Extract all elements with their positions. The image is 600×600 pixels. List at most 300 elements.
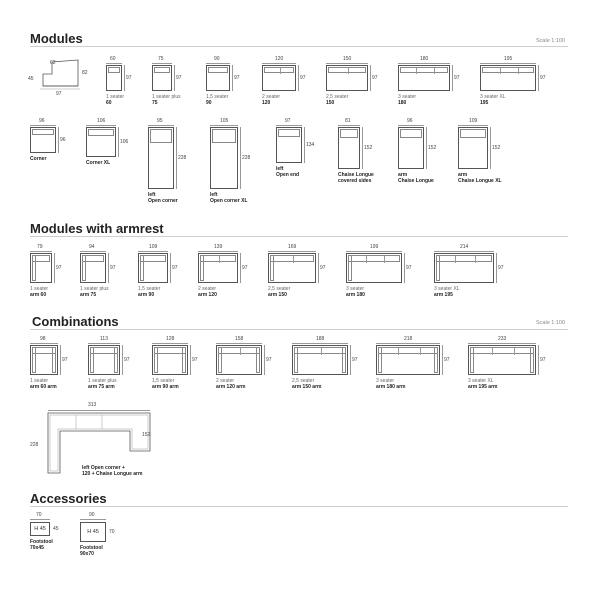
module-row2-4-cap2a: left (210, 192, 218, 198)
combination-3-arm-left (154, 347, 158, 373)
module-1-depth-line (124, 65, 125, 91)
module-3-depth: 97 (234, 75, 240, 81)
side-width: 97 (56, 91, 62, 97)
module-2-width: 75 (158, 56, 164, 62)
module-2-depth: 97 (176, 75, 182, 81)
module-3 (206, 56, 246, 112)
module-4-width-line (262, 63, 296, 64)
combination-2 (88, 336, 136, 396)
combination-1-depth: 97 (62, 357, 68, 363)
module-row2-7-caption (398, 172, 434, 184)
armrest-module-6-cap2: arm 180 (346, 292, 365, 299)
armrest-module-2-depth-line (108, 253, 109, 283)
combination-3-width-line (152, 343, 188, 344)
armrest-module-4-depth: 97 (242, 265, 248, 271)
module-row2-6-depth-line (362, 127, 363, 169)
module-row2-7-depth: 152 (428, 145, 437, 151)
module-7-caption (480, 94, 506, 106)
combination-1-width: 98 (40, 336, 46, 342)
module-5 (326, 56, 384, 112)
module-row2-6-backrest (340, 129, 358, 138)
module-row2-2 (86, 118, 132, 178)
module-3-width-line (206, 63, 230, 64)
combination-4-cap2: arm 120 arm (216, 384, 246, 391)
combination-2-arm-left (90, 347, 94, 373)
footstool-2-width-line (80, 519, 106, 520)
combination-2-caption (88, 378, 117, 390)
armrest-module-6-arm-left (348, 255, 352, 281)
combination-6-depth: 97 (444, 357, 450, 363)
module-row2-4-width-line (210, 125, 238, 126)
module-row2-6-caption (338, 172, 374, 184)
armrest-module-6-caption (346, 286, 365, 298)
module-7-depth: 97 (540, 75, 546, 81)
module-row2-7-plan (398, 127, 424, 169)
module-2-caption (152, 94, 181, 106)
armrest-module-3-cap1: 1,5 seater (138, 286, 161, 292)
combination-6-caption (376, 378, 405, 390)
armrest-module-1-depth: 97 (56, 265, 62, 271)
combinations-scale: Scale 1:100 (536, 320, 566, 326)
module-row2-4-depth: 228 (242, 155, 251, 161)
footstool-1 (30, 512, 70, 572)
module-row2-8-plan (458, 127, 488, 169)
module-row2-3-depth-line (176, 127, 177, 189)
combination-1-depth-line (60, 345, 61, 375)
module-row2-2-width-line (86, 125, 116, 126)
module-row2-7-cap2a: arm (398, 172, 408, 178)
module-row2-6-width: 81 (345, 118, 351, 124)
module-7-cap1: 3 seater XL (480, 94, 506, 100)
module-row2-2-plan (86, 127, 116, 157)
combination-1-cap2: arm 60 arm (30, 384, 57, 391)
module-6-caption (398, 94, 416, 106)
combination-1-arm-left (32, 347, 36, 373)
module-2-backrest (154, 67, 170, 73)
combination-2-depth: 97 (124, 357, 130, 363)
combination-4-cap1: 2 seater (216, 378, 235, 384)
combination-4-depth-line (264, 345, 265, 375)
armrest-module-5-plan (268, 253, 316, 283)
module-row2-5-cap2a: left (276, 166, 284, 172)
combination-7-arm-right (530, 347, 534, 373)
armrest-module-4-caption (198, 286, 217, 298)
module-row2-4-plan (210, 127, 238, 189)
armrest-module-7-seat-divider (475, 256, 476, 263)
combination-5-backrest (294, 347, 346, 354)
combination-1-width-line (30, 343, 58, 344)
module-1-width: 60 (110, 56, 116, 62)
module-6-depth-line (452, 65, 453, 91)
footstool-1-cap2a: Footstool (30, 539, 53, 545)
module-row2-4-depth-line (240, 127, 241, 189)
armrest-module-6-seat-divider (366, 256, 367, 263)
armrest-module-5-cap1: 2,5 seater (268, 286, 291, 292)
module-4-depth-line (298, 65, 299, 91)
armrest-module-6-depth: 97 (406, 265, 412, 271)
armrest-module-7 (434, 244, 510, 304)
armrest-module-7-arm-left (436, 255, 440, 281)
module-row2-7-depth-line (426, 127, 427, 169)
module-2-cap1: 1 seater plus (152, 94, 181, 100)
combination-6-plan (376, 345, 440, 375)
module-row2-8-width: 109 (469, 118, 478, 124)
module-row2-6-cap2: covered sides (338, 178, 372, 185)
armrest-module-3-width-line (138, 251, 168, 252)
module-7-depth-line (538, 65, 539, 91)
combination-7-width: 233 (498, 336, 507, 342)
combination-2-cap1: 1 seater plus (88, 378, 117, 384)
combination-6-width-line (376, 343, 440, 344)
module-row2-1-width-line (30, 125, 56, 126)
module-7-cap2: 195 (480, 100, 489, 107)
combination-3-depth: 97 (192, 357, 198, 363)
module-4-backrest (264, 67, 294, 73)
combination-1-plan (30, 345, 58, 375)
combination-4-seat-divider (240, 348, 241, 355)
combination-3-arm-right (182, 347, 186, 373)
module-4-cap2: 120 (262, 100, 271, 107)
combination-6-arm-left (378, 347, 382, 373)
combination-7-seat-divider (492, 348, 493, 355)
armrest-module-3-arm-left (140, 255, 144, 281)
combination-5-caption (292, 378, 321, 390)
armrest-module-5-caption (268, 286, 290, 298)
module-row2-6 (338, 118, 376, 190)
modules-scale: Scale 1:100 (536, 38, 566, 44)
armrest-module-5-seat-divider (293, 256, 294, 263)
footstool-2-cap2a: Footstool (80, 545, 103, 551)
corner-combination (30, 402, 160, 490)
footstool-1-width-line (30, 519, 50, 520)
armrest-module-7-depth: 97 (498, 265, 504, 271)
module-5-width-line (326, 63, 368, 64)
armrest-module-5-backrest (270, 255, 314, 262)
footstool-1-depth: 45 (53, 526, 59, 532)
armrest-module-7-caption (434, 286, 460, 298)
combination-4-backrest (218, 347, 260, 354)
armrest-module-1 (30, 244, 68, 304)
module-2-cap2: 75 (152, 100, 158, 107)
combination-5-seat-divider (321, 348, 322, 355)
module-7-seat-divider (518, 68, 519, 74)
armrest-module-5-cap2: arm 150 (268, 292, 287, 299)
combination-7-width-line (468, 343, 536, 344)
armrest-module-4-plan (198, 253, 238, 283)
module-3-cap1: 1,5 seater (206, 94, 229, 100)
footstool-2 (80, 512, 126, 572)
module-row2-2-width: 106 (97, 118, 106, 124)
module-row2-2-depth: 106 (120, 139, 129, 145)
module-row2-5 (276, 118, 318, 184)
module-row2-3-depth: 228 (178, 155, 187, 161)
module-row2-6-plan (338, 127, 360, 169)
armrest-module-7-seat-divider (455, 256, 456, 263)
module-2-depth-line (174, 65, 175, 91)
armrest-module-3 (138, 244, 184, 304)
combination-3-cap1: 1,5 seater (152, 378, 175, 384)
side-depth: 62 (50, 60, 56, 66)
footstool-1-plan (30, 522, 50, 536)
module-row2-7 (398, 118, 440, 190)
combination-1 (30, 336, 74, 396)
armrest-module-1-cap2: arm 60 (30, 292, 47, 299)
combination-2-arm-right (114, 347, 118, 373)
armrest-module-5 (268, 244, 332, 304)
module-row2-3-backrest (150, 129, 172, 143)
module-row2-8-caption (458, 172, 502, 184)
combination-2-width: 113 (100, 336, 108, 342)
corner-combo-plan (30, 411, 160, 496)
module-6-width-line (398, 63, 450, 64)
module-row2-1 (30, 118, 72, 174)
armrest-module-5-depth: 97 (320, 265, 326, 271)
module-row2-2-cap2: Corner XL (86, 160, 111, 166)
armrest-module-2-width: 94 (89, 244, 95, 250)
module-2 (152, 56, 188, 112)
module-row2-4-backrest (212, 129, 236, 143)
armrest-module-7-backrest (436, 255, 492, 262)
armrest-module-1-cap1: 1 seater (30, 286, 49, 292)
module-3-depth-line (232, 65, 233, 91)
combination-7-depth-line (538, 345, 539, 375)
armrest-module-4-width-line (198, 251, 238, 252)
combination-7-depth: 97 (540, 357, 546, 363)
combination-5-plan (292, 345, 348, 375)
armrest-module-6-backrest (348, 255, 400, 262)
footstool-1-height-label: H 45 (34, 526, 46, 532)
armrest-module-1-plan (30, 253, 52, 283)
module-4-plan (262, 65, 296, 91)
footstool-2-caption (80, 545, 103, 557)
combination-5-cap2: arm 150 arm (292, 384, 322, 391)
module-7-plan (480, 65, 536, 91)
module-row2-2-depth-line (118, 127, 119, 157)
armrest-module-6-plan (346, 253, 402, 283)
module-5-cap1: 2,5 seater (326, 94, 349, 100)
module-4-width: 120 (275, 56, 284, 62)
module-row2-2-backrest (88, 129, 114, 136)
module-5-depth: 97 (372, 75, 378, 81)
footstool-1-cap2: 70x45 (30, 545, 44, 552)
side-view-drawing (28, 56, 98, 101)
combination-7-caption (468, 378, 497, 390)
module-6-seat-divider (416, 68, 417, 74)
module-1-cap2: 60 (106, 100, 112, 107)
combination-5-arm-left (294, 347, 298, 373)
combination-7-seat-divider (514, 348, 515, 355)
combination-3-width: 128 (166, 336, 175, 342)
armrest-module-2-caption (80, 286, 109, 298)
combinations-divider (30, 329, 568, 330)
armrest-module-6-cap1: 3 seater (346, 286, 365, 292)
armrest-title: Modules with armrest (30, 221, 164, 236)
armrest-module-1-arm-left (32, 255, 36, 281)
armrest-module-5-depth-line (318, 253, 319, 283)
side-height: 82 (82, 70, 88, 76)
module-1-backrest (108, 67, 120, 73)
module-6-seat-divider (434, 68, 435, 74)
armrest-module-5-arm-left (270, 255, 274, 281)
armrest-divider (30, 236, 568, 237)
module-row2-4-caption (210, 192, 248, 204)
module-7-seat-divider (500, 68, 501, 74)
module-row2-1-depth-line (58, 127, 59, 153)
armrest-module-2-cap2: arm 75 (80, 292, 97, 299)
armrest-module-6-depth-line (404, 253, 405, 283)
armrest-module-1-depth-line (54, 253, 55, 283)
footstool-2-height-label: H 45 (87, 529, 99, 535)
armrest-module-7-cap1: 3 seater XL (434, 286, 460, 292)
module-5-width: 150 (343, 56, 352, 62)
module-1 (106, 56, 138, 112)
module-row2-8-backrest (460, 129, 486, 138)
armrest-module-6-width-line (346, 251, 402, 252)
module-1-plan (106, 65, 122, 91)
combination-4-arm-left (218, 347, 222, 373)
module-5-backrest (328, 67, 366, 73)
corner-combo-top: 313 (88, 402, 97, 408)
combination-4-plan (216, 345, 262, 375)
footstool-2-plan (80, 522, 106, 542)
module-3-plan (206, 65, 230, 91)
armrest-module-4-depth-line (240, 253, 241, 283)
module-row2-7-width: 96 (407, 118, 413, 124)
module-3-caption (206, 94, 228, 106)
module-7-width-line (480, 63, 536, 64)
module-row2-4-width: 105 (220, 118, 229, 124)
combination-3-caption (152, 378, 179, 390)
module-4-seat-divider (280, 68, 281, 74)
module-row2-5-caption (276, 166, 299, 178)
combination-2-cap2: arm 75 arm (88, 384, 115, 391)
module-row2-4-cap2: Open corner XL (210, 198, 248, 205)
module-4-caption (262, 94, 280, 106)
combination-6-width: 218 (404, 336, 413, 342)
footstool-1-caption (30, 539, 53, 551)
module-row2-5-backrest (278, 129, 300, 137)
combination-3 (152, 336, 204, 396)
armrest-module-3-depth: 97 (172, 265, 178, 271)
armrest-module-6 (346, 244, 418, 304)
footstool-1-width: 70 (36, 512, 42, 518)
module-row2-1-caption (30, 156, 46, 162)
combination-7-cap1: 3 seater XL (468, 378, 494, 384)
module-5-plan (326, 65, 368, 91)
armrest-module-7-width-line (434, 251, 494, 252)
module-row2-1-plan (30, 127, 56, 153)
combination-4-width: 158 (235, 336, 244, 342)
module-6-backrest (400, 67, 448, 73)
armrest-module-2-arm-left (82, 255, 86, 281)
corner-combo-cap1: left Open corner + (82, 465, 125, 471)
combination-2-depth-line (122, 345, 123, 375)
combination-7-plan (468, 345, 536, 375)
combination-7 (468, 336, 552, 396)
module-1-caption (106, 94, 124, 106)
footstool-2-depth: 70 (109, 529, 115, 535)
armrest-module-7-depth-line (496, 253, 497, 283)
armrest-module-4 (198, 244, 254, 304)
module-row2-8-width-line (458, 125, 488, 126)
combination-4-arm-right (256, 347, 260, 373)
module-row2-2-caption (86, 160, 110, 166)
armrest-module-1-width-line (30, 251, 52, 252)
module-4 (262, 56, 312, 112)
armrest-module-7-cap2: arm 195 (434, 292, 453, 299)
module-6-width: 180 (420, 56, 429, 62)
armrest-module-4-seat-divider (219, 256, 220, 263)
footstool-2-cap2: 90x70 (80, 551, 94, 558)
combination-7-arm-left (470, 347, 474, 373)
combination-2-plan (88, 345, 120, 375)
armrest-module-4-arm-left (200, 255, 204, 281)
modules-divider (30, 46, 568, 47)
module-row2-1-cap2: Corner (30, 156, 47, 162)
module-3-backrest (208, 67, 228, 73)
module-row2-6-cap2a: Chaise Longue (338, 172, 374, 178)
combination-5-arm-right (342, 347, 346, 373)
module-row2-5-width-line (276, 125, 302, 126)
module-row2-4 (210, 118, 254, 210)
armrest-module-7-width: 214 (460, 244, 469, 250)
module-6-plan (398, 65, 450, 91)
module-row2-3-caption (148, 192, 178, 204)
module-row2-8-cap2: Chaise Longue XL (458, 178, 502, 185)
combination-6-cap2: arm 180 arm (376, 384, 406, 391)
armrest-module-3-depth-line (170, 253, 171, 283)
module-1-depth: 97 (126, 75, 132, 81)
armrest-module-3-caption (138, 286, 160, 298)
combination-5 (292, 336, 364, 396)
armrest-module-3-plan (138, 253, 168, 283)
armrest-module-7-plan (434, 253, 494, 283)
combination-5-depth-line (350, 345, 351, 375)
armrest-module-3-cap2: arm 90 (138, 292, 155, 299)
module-row2-5-plan (276, 127, 302, 163)
armrest-module-2-cap1: 1 seater plus (80, 286, 109, 292)
armrest-module-1-width: 79 (37, 244, 43, 250)
footstool-2-width: 90 (89, 512, 95, 518)
module-7 (480, 56, 552, 112)
combination-3-cap2: arm 90 arm (152, 384, 179, 391)
combination-7-backrest (470, 347, 534, 354)
combination-6-backrest (378, 347, 438, 354)
combination-6-depth-line (442, 345, 443, 375)
combination-2-width-line (88, 343, 120, 344)
module-3-width: 90 (214, 56, 220, 62)
corner-combo-cap2: 120 + Chaise Longue arm (82, 471, 143, 478)
combination-5-width: 188 (316, 336, 325, 342)
module-row2-8-cap2a: arm (458, 172, 468, 178)
module-row2-8-depth: 152 (492, 145, 501, 151)
module-5-depth-line (370, 65, 371, 91)
module-row2-5-cap2: Open end (276, 172, 300, 179)
module-1-cap1: 1 seater (106, 94, 125, 100)
module-row2-5-depth: 134 (306, 142, 315, 148)
module-row2-1-width: 96 (39, 118, 45, 124)
armrest-module-4-cap1: 2 seater (198, 286, 217, 292)
combination-5-width-line (292, 343, 348, 344)
combination-4-width-line (216, 343, 262, 344)
module-row2-1-depth: 96 (60, 137, 66, 143)
combination-7-cap2: arm 195 arm (468, 384, 498, 391)
module-row2-7-backrest (400, 129, 422, 138)
combination-1-arm-right (52, 347, 56, 373)
armrest-module-5-width-line (268, 251, 316, 252)
combination-4-caption (216, 378, 245, 390)
armrest-module-5-width: 169 (288, 244, 297, 250)
